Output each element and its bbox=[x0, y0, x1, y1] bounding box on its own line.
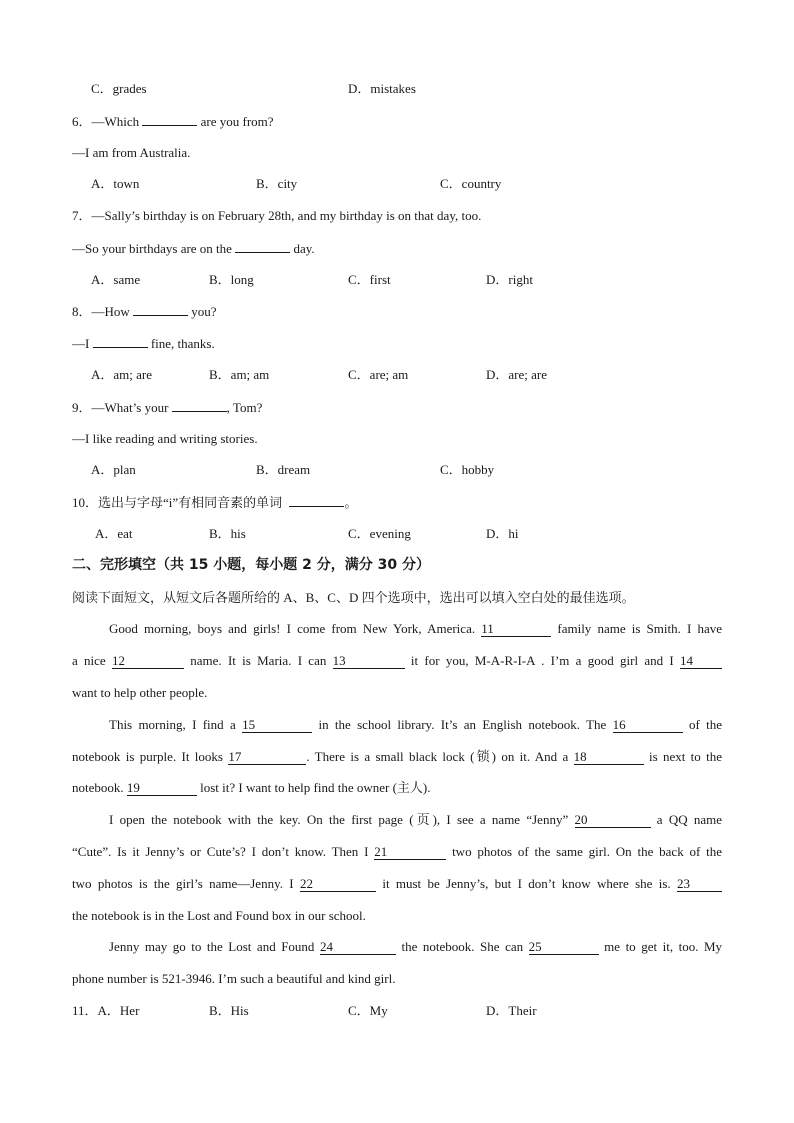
q8-stem-start: 8．—How bbox=[72, 304, 130, 319]
passage-p1-line3: want to help other people. bbox=[72, 685, 208, 700]
passage-text: me to get it, too. My bbox=[604, 939, 723, 954]
q9-stem-start: 9．—What’s your bbox=[72, 400, 169, 415]
q8-option-d: D．are; are bbox=[486, 367, 547, 382]
passage-p1-line1 bbox=[109, 621, 722, 637]
q7-blank bbox=[235, 240, 290, 253]
blank-24: 24 bbox=[320, 940, 396, 955]
blank-21: 21 bbox=[374, 845, 446, 860]
q7-stem: 7．—Sally’s birthday is on February 28th, and my birthday is on that day, too. bbox=[72, 208, 482, 223]
q10-option-a: A．eat bbox=[95, 526, 133, 541]
passage-text: in the school library. It’s an English notebook. The bbox=[318, 717, 607, 732]
passage-text: a nice bbox=[72, 653, 106, 668]
q5-option-c: C．grades bbox=[91, 81, 147, 96]
q8-option-b: B．am; am bbox=[209, 367, 270, 382]
q9-stem bbox=[72, 399, 262, 416]
passage-text: family name is Smith. I have bbox=[557, 621, 722, 636]
passage-text: a QQ name bbox=[656, 812, 723, 827]
q8-blank-2 bbox=[93, 335, 148, 348]
passage-p3-line4: the notebook is in the Lost and Found box in our school. bbox=[72, 908, 366, 923]
passage-text: it must be Jenny’s, but I don’t know where she is. bbox=[382, 876, 671, 891]
passage-text: This morning, I find a bbox=[109, 717, 236, 732]
q11-option-d: D．Their bbox=[486, 1003, 537, 1018]
q7-option-c: C．first bbox=[348, 272, 391, 287]
passage-text: name. It is Maria. I can bbox=[190, 653, 327, 668]
q6-option-c: C．country bbox=[440, 176, 502, 191]
q8-option-c: C．are; am bbox=[348, 367, 409, 382]
blank-22: 22 bbox=[300, 877, 376, 892]
q10-stem bbox=[72, 494, 357, 511]
q6-option-b: B．city bbox=[256, 176, 298, 191]
passage-text: of the bbox=[689, 717, 723, 732]
blank-19: 19 bbox=[127, 781, 197, 796]
blank-25: 25 bbox=[529, 940, 599, 955]
q8-reply-end: fine, thanks. bbox=[150, 336, 215, 351]
q6-reply: —I am from Australia. bbox=[72, 145, 191, 160]
passage-text: the notebook. She can bbox=[401, 939, 524, 954]
q8-stem bbox=[72, 303, 217, 320]
blank-16: 16 bbox=[613, 718, 683, 733]
blank-18: 18 bbox=[574, 750, 644, 765]
passage-p2-line2 bbox=[72, 749, 722, 765]
passage-text: “Cute”. Is it Jenny’s or Cute’s? I don’t know. Then I bbox=[72, 844, 369, 859]
q8-option-a: A．am; are bbox=[91, 367, 153, 382]
q5-option-d: D．mistakes bbox=[348, 81, 416, 96]
passage-p4-line2: phone number is 521-3946. I’m such a beautiful and kind girl. bbox=[72, 971, 396, 986]
passage-text: I open the notebook with the key. On the first page (页), I see a name “Jenny” bbox=[109, 812, 569, 827]
q10-option-d: D．hi bbox=[486, 526, 519, 541]
blank-23: 23 bbox=[677, 877, 722, 892]
passage-p4-line1 bbox=[109, 939, 722, 955]
passage-p3-line3 bbox=[72, 876, 722, 892]
q6-option-a: A．town bbox=[91, 176, 140, 191]
section-2-title: 二、完形填空（共 15 小题，每小题 2 分，满分 30 分） bbox=[72, 557, 430, 573]
passage-p3-line2 bbox=[72, 844, 722, 860]
q6-stem-start: 6．—Which bbox=[72, 114, 140, 129]
q8-stem-end: you? bbox=[191, 304, 217, 319]
q7-option-d: D．right bbox=[486, 272, 533, 287]
blank-14: 14 bbox=[680, 654, 722, 669]
q7-option-a: A．same bbox=[91, 272, 141, 287]
passage-text: is next to the bbox=[648, 749, 723, 764]
q8-reply-start: —I bbox=[72, 336, 90, 351]
q6-blank bbox=[142, 113, 197, 126]
blank-12: 12 bbox=[112, 654, 184, 669]
passage-text: two photos of the same girl. On the back of the bbox=[452, 844, 723, 859]
q6-stem-end: are you from? bbox=[200, 114, 274, 129]
q8-reply bbox=[72, 335, 215, 352]
passage-p3-line1 bbox=[109, 812, 722, 828]
passage-text: it for you, M-A-R-I-A . I’m a good girl and I bbox=[410, 653, 674, 668]
q8-blank-1 bbox=[133, 303, 188, 316]
q11-option-c: C．My bbox=[348, 1003, 388, 1018]
q9-reply: —I like reading and writing stories. bbox=[72, 431, 258, 446]
passage-p2-line3 bbox=[72, 780, 722, 796]
blank-11: 11 bbox=[481, 622, 551, 637]
q6-stem bbox=[72, 113, 274, 130]
q10-stem-end: 。 bbox=[344, 495, 358, 510]
q10-option-b: B．his bbox=[209, 526, 246, 541]
q11-option-b: B．His bbox=[209, 1003, 249, 1018]
q10-stem-text: 10．选出与字母“i”有相同音素的单词 bbox=[72, 495, 283, 510]
blank-20: 20 bbox=[575, 813, 651, 828]
q10-blank bbox=[289, 494, 344, 507]
q10-option-c: C．evening bbox=[348, 526, 411, 541]
q9-blank bbox=[172, 399, 227, 412]
passage-text: Good morning, boys and girls! I come from New York, America. bbox=[109, 621, 476, 636]
passage-text: Jenny may go to the Lost and Found bbox=[109, 939, 315, 954]
passage-text: lost it? I want to help find the owner (主人). bbox=[200, 780, 431, 795]
blank-17: 17 bbox=[228, 750, 306, 765]
blank-15: 15 bbox=[242, 718, 312, 733]
q7-reply bbox=[72, 240, 315, 257]
q9-option-a: A．plan bbox=[91, 462, 136, 477]
q7-option-b: B．long bbox=[209, 272, 254, 287]
q9-option-b: B．dream bbox=[256, 462, 311, 477]
passage-p2-line1 bbox=[109, 717, 722, 733]
passage-text: notebook is purple. It looks bbox=[72, 749, 223, 764]
q7-reply-end: day. bbox=[293, 241, 315, 256]
q7-reply-start: —So your birthdays are on the bbox=[72, 241, 232, 256]
passage-text: two photos is the girl’s name—Jenny. I bbox=[72, 876, 294, 891]
passage-text: . There is a small black lock (锁) on it. And a bbox=[306, 749, 569, 764]
passage-p1-line2 bbox=[72, 653, 722, 669]
q11-option-a: 11．A．Her bbox=[72, 1003, 140, 1018]
section-2-instruction: 阅读下面短文，从短文后各题所给的 A、B、C、D 四个选项中，选出可以填入空白处的最佳选项。 bbox=[72, 590, 635, 605]
q9-stem-end: , Tom? bbox=[226, 400, 263, 415]
q9-option-c: C．hobby bbox=[440, 462, 495, 477]
blank-13: 13 bbox=[333, 654, 405, 669]
passage-text: notebook. bbox=[72, 780, 124, 795]
